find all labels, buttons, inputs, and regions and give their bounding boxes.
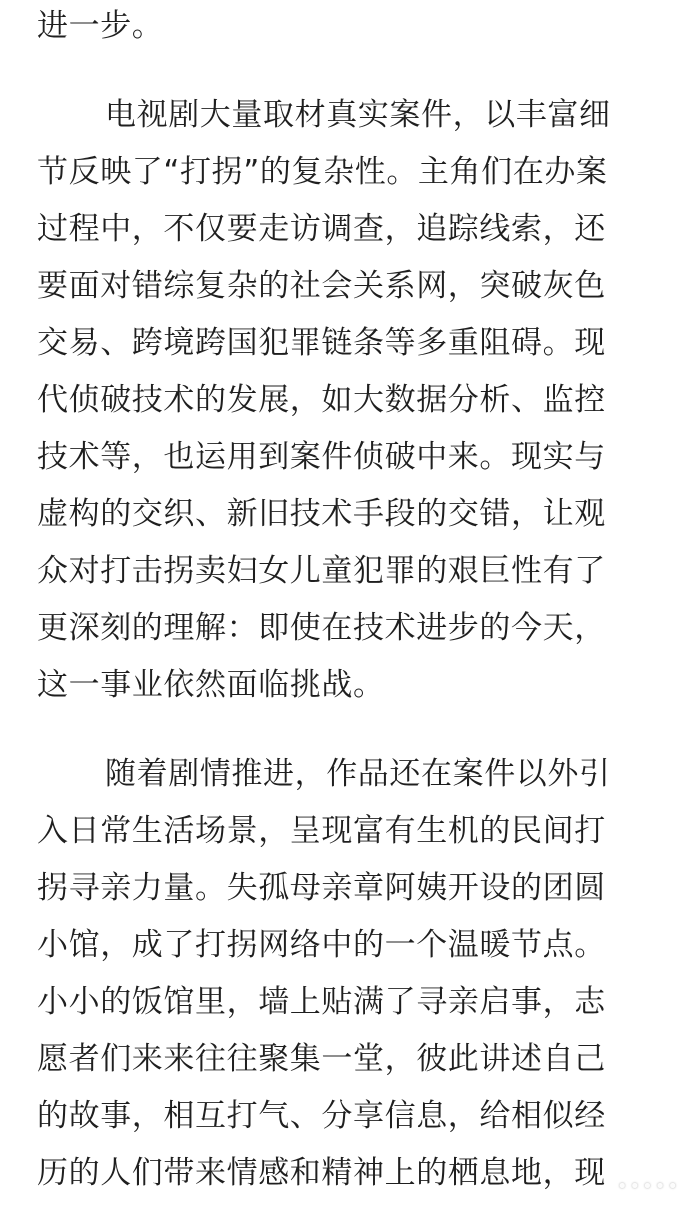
- paragraph-3-line-8: 历的人们带来情感和精神上的栖息地，现: [37, 1155, 606, 1191]
- paragraph-1-line-1: 进一步。: [37, 8, 164, 44]
- paragraph-2-line-6: 代侦破技术的发展，如大数据分析、监控: [37, 382, 606, 418]
- paragraph-3-line-3: 拐寻亲力量。失孤母亲章阿姨开设的团圆: [37, 870, 606, 906]
- paragraph-2-line-1: 电视剧大量取材真实案件，以丰富细: [105, 97, 611, 133]
- paragraph-3-line-2: 入日常生活场景，呈现富有生机的民间打: [37, 813, 606, 849]
- paragraph-2-line-9: 众对打击拐卖妇女儿童犯罪的艰巨性有了: [37, 553, 606, 589]
- paragraph-2-line-11: 这一事业依然面临挑战。: [37, 667, 385, 703]
- paragraph-2-line-10: 更深刻的理解：即使在技术进步的今天，: [37, 610, 606, 646]
- watermark: •••••: [616, 1176, 680, 1197]
- paragraph-2-line-3: 过程中，不仅要走访调查，追踪线索，还: [37, 211, 606, 247]
- paragraph-2-line-2: 节反映了“打拐”的复杂性。主角们在办案: [37, 154, 608, 190]
- paragraph-2-line-4: 要面对错综复杂的社会关系网，突破灰色: [37, 268, 606, 304]
- paragraph-3-line-7: 的故事，相互打气、分享信息，给相似经: [37, 1098, 606, 1134]
- paragraph-3-line-4: 小馆，成了打拐网络中的一个温暖节点。: [37, 927, 606, 963]
- paragraph-3-line-5: 小小的饭馆里，墙上贴满了寻亲启事，志: [37, 984, 606, 1020]
- paragraph-2-line-7: 技术等，也运用到案件侦破中来。现实与: [37, 439, 606, 475]
- paragraph-2-line-5: 交易、跨境跨国犯罪链条等多重阻碍。现: [37, 325, 606, 361]
- paragraph-3-line-1: 随着剧情推进，作品还在案件以外引: [105, 756, 611, 792]
- paragraph-3-line-6: 愿者们来来往往聚集一堂，彼此讲述自己: [37, 1041, 606, 1077]
- paragraph-2-line-8: 虚构的交织、新旧技术手段的交错，让观: [37, 496, 606, 532]
